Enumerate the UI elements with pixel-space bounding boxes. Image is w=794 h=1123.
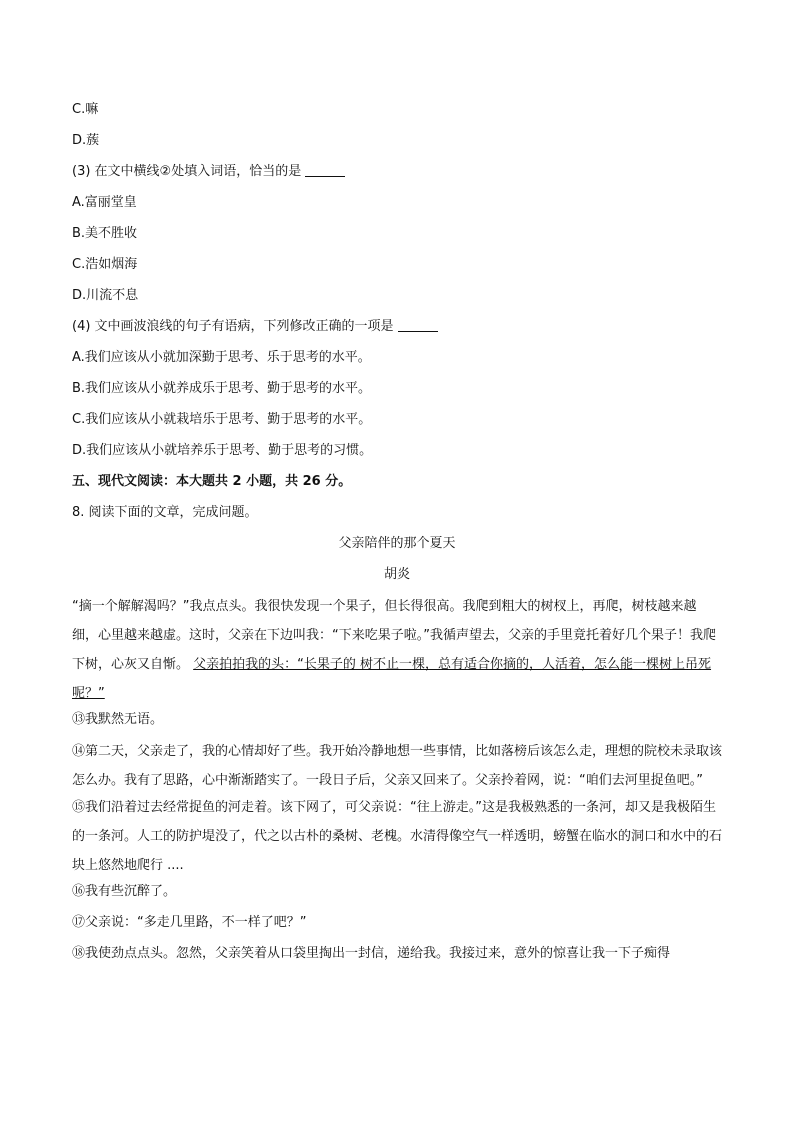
option-c: C.嘛 [72,102,99,117]
option-b: B.美不胜收 [72,226,138,241]
paragraph-14: ⑭第二天，父亲走了，我的心情却好了些。我开始冷静地想一些事情，比如落榜后该怎么走，理想的院校未录取该怎么办。我有了思路，心中渐渐踏实了。一段日子后，父亲又回来了。父亲拎着网，说：“咱们去河里捉鱼吧。” [72,744,723,788]
question-4-text: (4) 文中画波浪线的句子有语病，下列修改正确的一项是 [72,319,394,334]
paragraph-intro [72,592,722,708]
paragraph-15: ⑮我们沿着过去经常捉鱼的河走着。该下网了，可父亲说：“往上游走。”这是我极熟悉的一条河，却又是我极陌生的一条河。人工的防护堤没了，代之以古朴的桑树、老槐。水清得像空气一样透明，螃蟹在临水的洞口和水中的石块上悠然地爬行 .... [72,800,723,873]
article-title: 父亲陪伴的那个夏天 [338,536,456,551]
question-3-text: (3) 在文中横线②处填入词语，恰当的是 [72,164,302,179]
option-a: A.富丽堂皇 [72,195,137,210]
option-d: D.川流不息 [72,288,139,303]
paragraph-16: ⑯我有些沉醉了。 [72,884,177,899]
underlined-sentence: 父亲拍拍我的头：“长果子的 树不止一棵，总有适合你摘的，人活着，怎么能一棵树上吊死呢？” [72,657,712,701]
option-b: B.我们应该从小就养成乐于思考、勤于思考的水平。 [72,381,372,396]
option-d: D.蔟 [72,133,100,148]
section-heading: 五、现代文阅读：本大题共 2 小题，共 26 分。 [72,474,352,489]
option-a: A.我们应该从小就加深勤于思考、乐于思考的水平。 [72,350,371,365]
question-3-stem [72,162,722,193]
exam-page [72,100,722,975]
answer-blank[interactable] [398,319,438,332]
question-4-stem [72,317,722,348]
option-c: C.浩如烟海 [72,257,138,272]
paragraph-text: “摘一个解解渴吗？”我点点头。我很快发现一个果子，但长得很高。我爬到粗大的树杈上，再爬，树枝越来越细，心里越来越虚。这时，父亲在下边叫我：“下来吃果子啦。”我循声望去，父亲的手里竟托着好几个果子！我爬下树，心灰又自惭。 [72,599,716,672]
paragraph-18: ⑱我使劲点点头。忽然，父亲笑着从口袋里掏出一封信，递给我。我接过来，意外的惊喜让我一下子痴得 [72,946,671,961]
article-author: 胡炎 [383,567,410,582]
answer-blank[interactable] [305,164,345,177]
option-d: D.我们应该从小就培养乐于思考、勤于思考的习惯。 [72,443,373,458]
paragraph-13: ⑬我默然无语。 [72,712,164,727]
option-c: C.我们应该从小就栽培乐于思考、勤于思考的水平。 [72,412,372,427]
paragraph-17: ⑰父亲说：“多走几里路，不一样了吧？” [72,915,307,930]
question-8-stem: 8. 阅读下面的文章，完成问题。 [72,505,258,520]
